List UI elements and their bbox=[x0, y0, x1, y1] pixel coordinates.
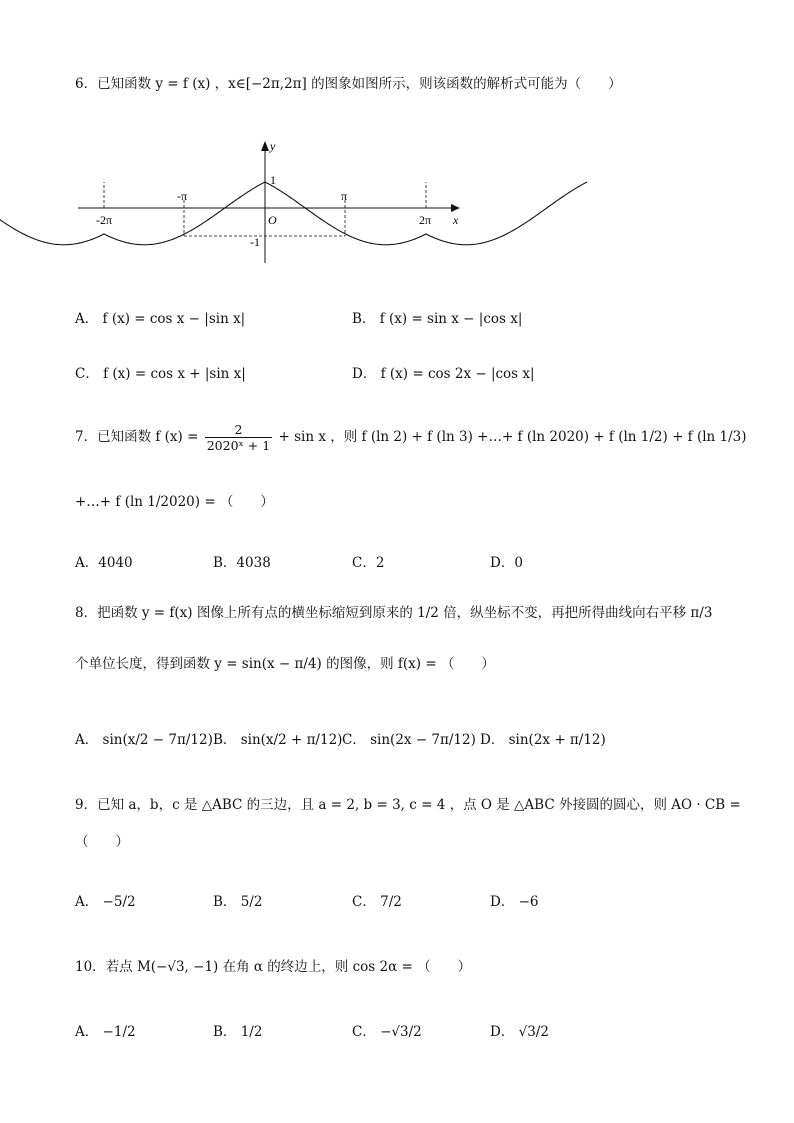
q7-stem-line2: +…+ f (ln 1/2020) = （ ） bbox=[75, 494, 274, 510]
q6-stem: 6．已知函数 y = f (x) ，x∈[−2π,2π] 的图象如图所示，则该函数的解析式可能为（ ） bbox=[75, 76, 622, 92]
label-1: 1 bbox=[270, 173, 276, 187]
q8-stem-line1: 8．把函数 y = f(x) 图像上所有点的横坐标缩短到原来的 1/2 倍，纵坐标不变，再把所得曲线向右平移 π/3 bbox=[75, 605, 713, 621]
q7-fraction-den: 2020ˣ + 1 bbox=[206, 438, 271, 453]
q7-stem bbox=[75, 422, 747, 453]
label-neg2pi: -2π bbox=[96, 213, 113, 227]
q7-option-b[interactable]: B．4038 bbox=[213, 555, 271, 571]
y-axis-arrow bbox=[261, 141, 269, 151]
x-axis-arrow bbox=[451, 204, 460, 212]
q8-option-d[interactable]: D． sin(2x + π/12) bbox=[480, 732, 606, 748]
q7-stem-part1: 7．已知函数 f (x) = bbox=[75, 429, 199, 445]
q10-option-b[interactable]: B． 1/2 bbox=[213, 1024, 263, 1040]
q8-stem-line2: 个单位长度，得到函数 y = sin(x − π/4) 的图像，则 f(x) = （ ） bbox=[75, 656, 495, 672]
q10-option-c[interactable]: C． −√3/2 bbox=[352, 1024, 422, 1040]
q9-option-c[interactable]: C． 7/2 bbox=[352, 894, 402, 910]
q7-stem-part2: + sin x ，则 f (ln 2) + f (ln 3) +…+ f (ln 2020) + f (ln 1/2) + f (ln 1/3) bbox=[278, 429, 747, 445]
q6-graph bbox=[0, 138, 794, 268]
y-label: y bbox=[270, 139, 276, 153]
q6-option-a[interactable]: A． f (x) = cos x − |sin x| bbox=[75, 311, 246, 327]
label-pi: π bbox=[341, 189, 348, 203]
origin-label: O bbox=[268, 213, 277, 227]
q6-option-c[interactable]: C． f (x) = cos x + |sin x| bbox=[75, 366, 246, 382]
q10-stem: 10．若点 M(−√3, −1) 在角 α 的终边上，则 cos 2α = （ ） bbox=[75, 959, 472, 975]
q9-option-a[interactable]: A． −5/2 bbox=[75, 894, 136, 910]
function-curve bbox=[0, 182, 587, 245]
q7-fraction-num: 2 bbox=[205, 422, 272, 438]
q7-option-d[interactable]: D．0 bbox=[490, 555, 523, 571]
q8-option-a[interactable]: A． sin(x/2 − 7π/12) bbox=[75, 732, 213, 748]
q10-option-d[interactable]: D． √3/2 bbox=[490, 1024, 549, 1040]
q9-option-d[interactable]: D． −6 bbox=[490, 894, 539, 910]
label-minus1: -1 bbox=[250, 235, 260, 249]
q7-option-a[interactable]: A．4040 bbox=[75, 555, 133, 571]
q10-option-a[interactable]: A． −1/2 bbox=[75, 1024, 136, 1040]
q6-option-d[interactable]: D． f (x) = cos 2x − |cos x| bbox=[352, 366, 535, 382]
q9-option-b[interactable]: B． 5/2 bbox=[213, 894, 263, 910]
q7-fraction bbox=[205, 422, 272, 453]
label-2pi: 2π bbox=[419, 213, 432, 227]
q7-option-c[interactable]: C．2 bbox=[352, 555, 385, 571]
q6-option-b[interactable]: B． f (x) = sin x − |cos x| bbox=[352, 311, 523, 327]
q8-option-b[interactable]: B． sin(x/2 + π/12) bbox=[213, 732, 343, 748]
q9-stem-line2: （ ） bbox=[75, 834, 129, 850]
x-label: x bbox=[453, 213, 459, 227]
label-negpi: -π bbox=[177, 189, 188, 203]
q8-option-c[interactable]: C． sin(2x − 7π/12) bbox=[342, 732, 476, 748]
q9-stem-line1: 9．已知 a，b，c 是 △ABC 的三边，且 a = 2, b = 3, c = 4 ，点 O 是 △ABC 外接圆的圆心，则 AO · CB = bbox=[75, 797, 741, 813]
